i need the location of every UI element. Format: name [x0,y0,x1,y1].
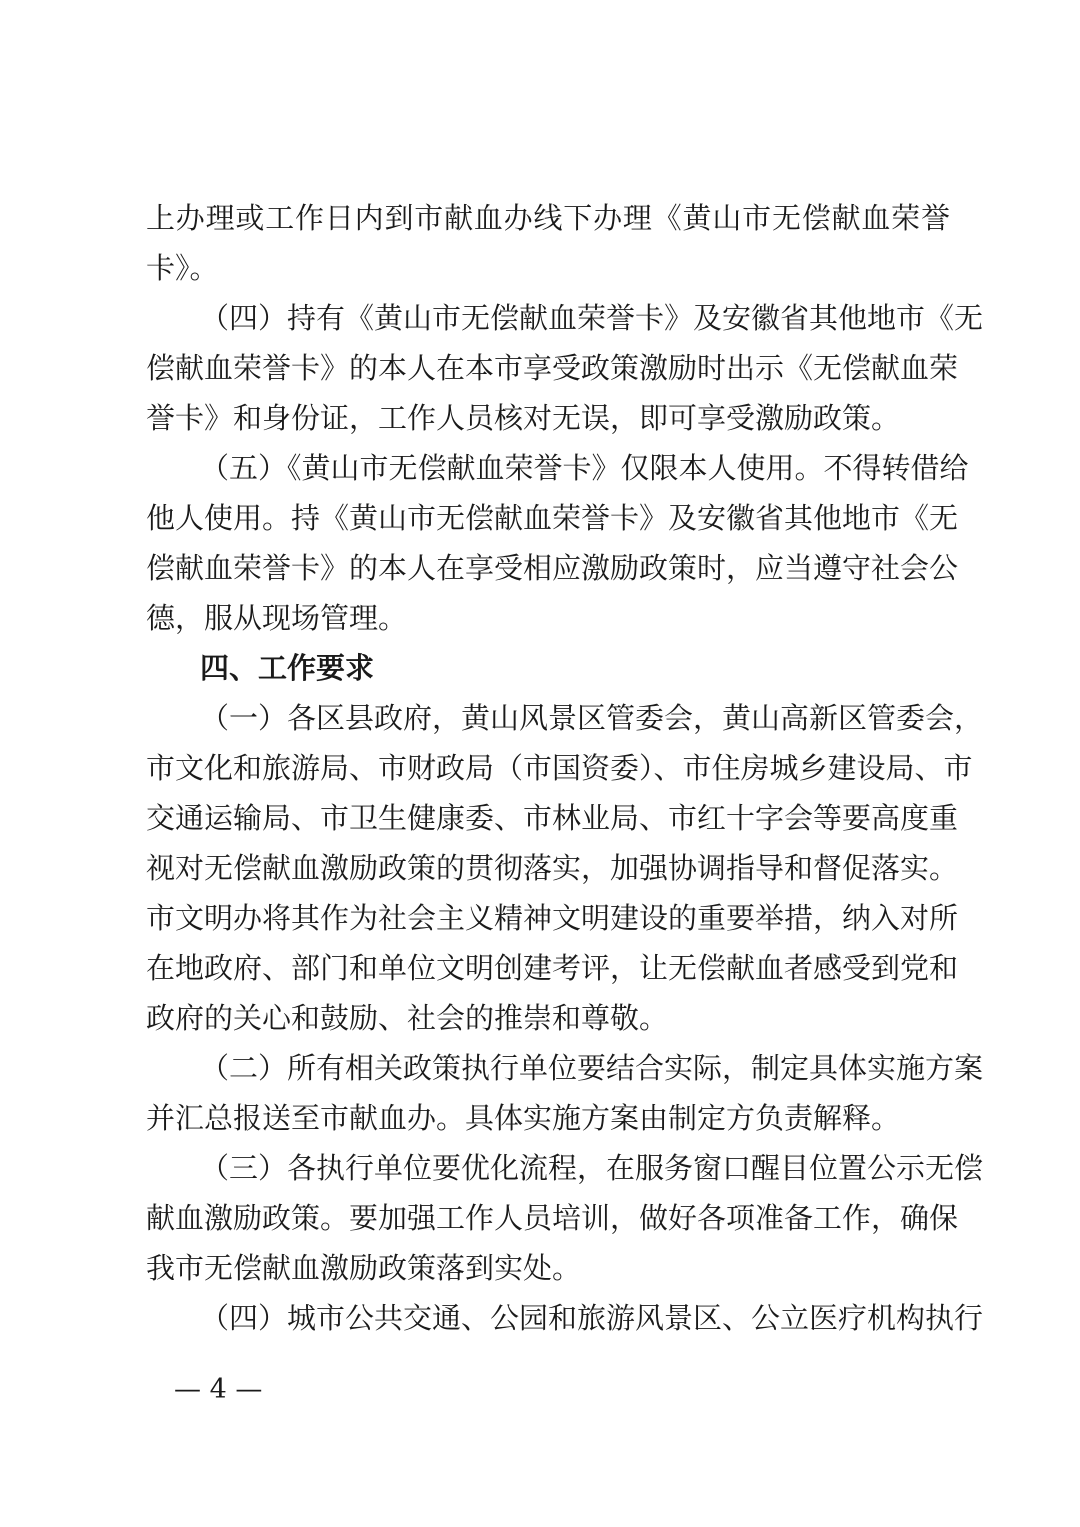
text-line: 卡》。 [146,251,219,285]
text-line: 市文化和旅游局、市财政局（市国资委）、市住房城乡建设局、市 [146,751,973,785]
text-line: 政府的关心和鼓励、社会的推崇和尊敬。 [146,1001,669,1035]
text-line: 上办理或工作日内到市献血办线下办理《黄山市无偿献血荣誉 [146,201,950,235]
text-line: 我市无偿献血激励政策落到实处。 [146,1251,582,1285]
text-line: （五）《黄山市无偿献血荣誉卡》仅限本人使用。不得转借给 [200,451,969,485]
text-line: 德，服从现场管理。 [146,601,408,635]
text-line: 誉卡》和身份证，工作人员核对无误，即可享受激励政策。 [146,401,901,435]
section-heading: 四、工作要求 [200,651,375,685]
page-number: — 4 — [174,1374,263,1405]
text-line: 偿献血荣誉卡》的本人在本市享受政策激励时出示《无偿献血荣 [146,351,959,385]
text-line: 献血激励政策。要加强工作人员培训，做好各项准备工作，确保 [146,1201,959,1235]
text-line: （四）持有《黄山市无偿献血荣誉卡》及安徽省其他地市《无 [200,301,984,335]
text-line: 市文明办将其作为社会主义精神文明建设的重要举措，纳入对所 [146,901,959,935]
text-line: 视对无偿献血激励政策的贯彻落实，加强协调指导和督促落实。 [146,851,959,885]
text-line: （三）各执行单位要优化流程，在服务窗口醒目位置公示无偿 [200,1151,984,1185]
text-line: 在地政府、部门和单位文明创建考评，让无偿献血者感受到党和 [146,951,959,985]
text-line: （二）所有相关政策执行单位要结合实际，制定具体实施方案 [200,1051,984,1085]
text-line: （一）各区县政府，黄山风景区管委会，黄山高新区管委会， [200,701,984,735]
text-line: 交通运输局、市卫生健康委、市林业局、市红十字会等要高度重 [146,801,959,835]
text-line: （四）城市公共交通、公园和旅游风景区、公立医疗机构执行 [200,1301,984,1335]
text-line: 并汇总报送至市献血办。具体实施方案由制定方负责解释。 [146,1101,901,1135]
text-line: 偿献血荣誉卡》的本人在享受相应激励政策时，应当遵守社会公 [146,551,959,585]
text-line: 他人使用。持《黄山市无偿献血荣誉卡》及安徽省其他地市《无 [146,501,959,535]
